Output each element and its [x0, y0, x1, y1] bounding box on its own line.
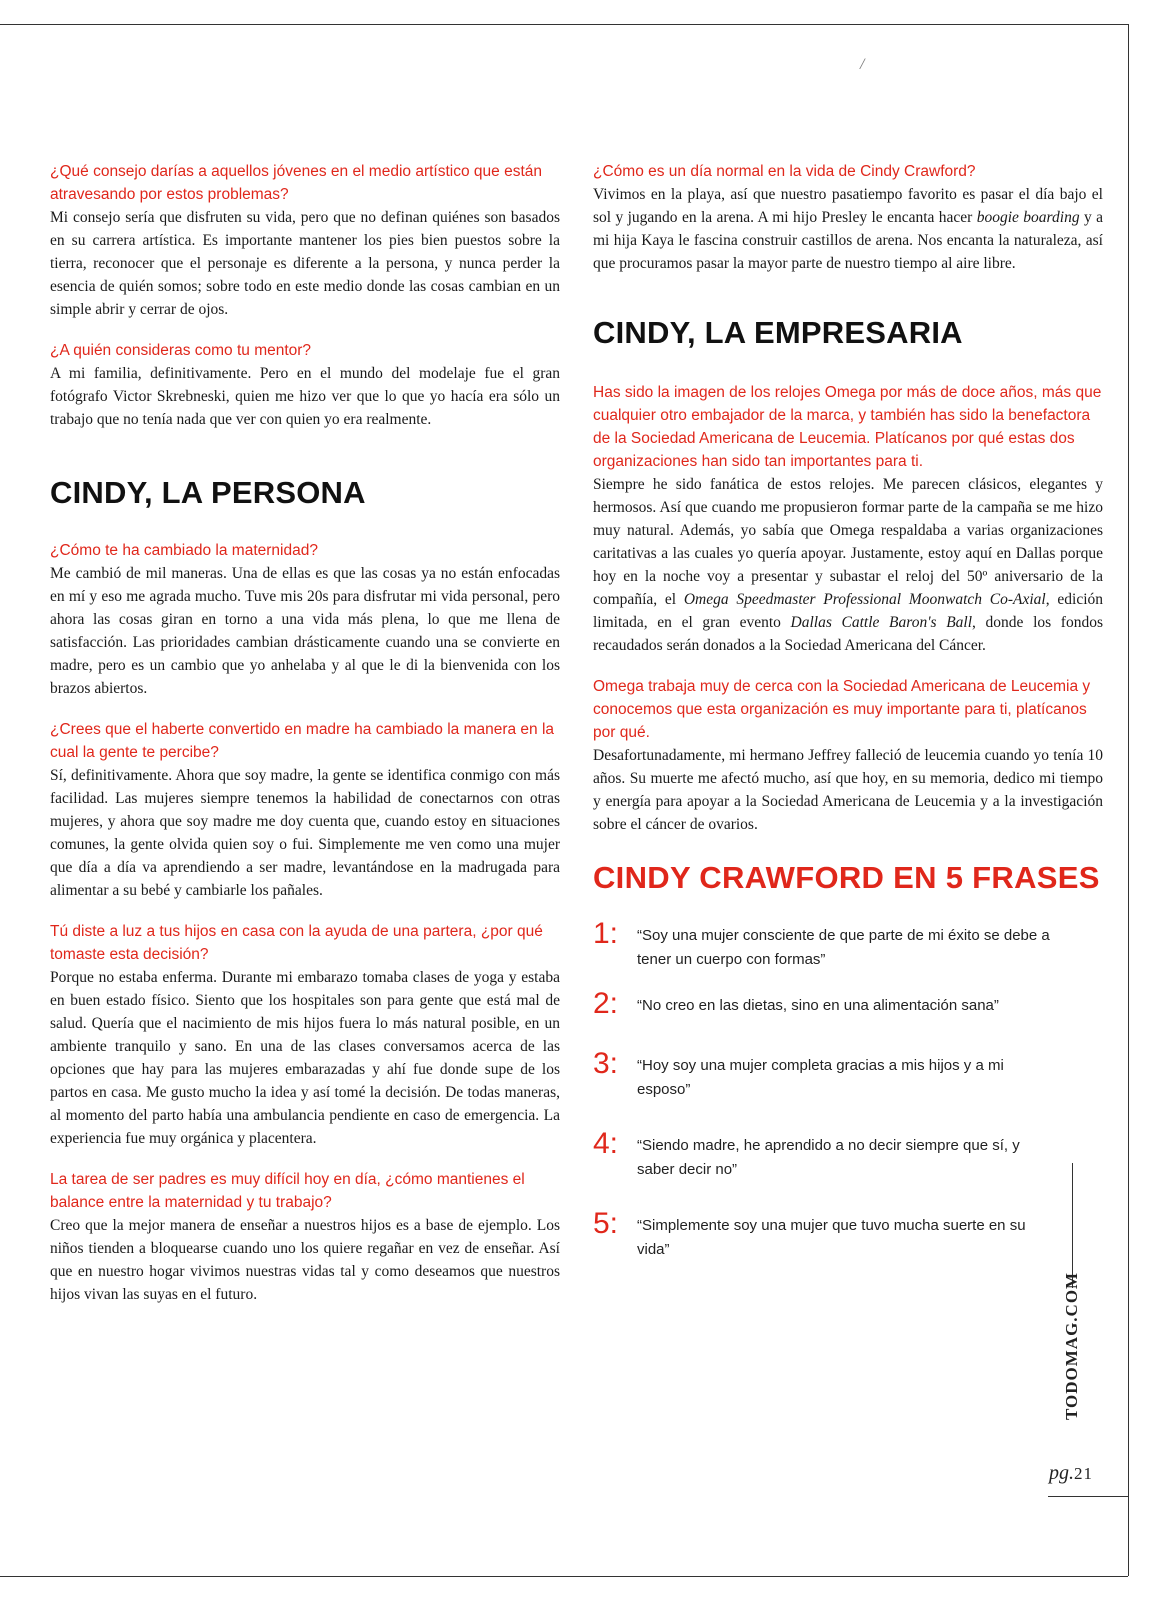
frase-number: 1:: [593, 917, 619, 950]
section-title-persona: CINDY, LA PERSONA: [50, 475, 366, 510]
frase-number: 2:: [593, 987, 619, 1020]
answer-home-birth: Porque no estaba enferma. Durante mi embarazo tomaba clases de yoga y estaba en buen estado físico. Siento que los hospitales son para gente que está mal de salud. Quería que el nacimiento de mis hijos fuera lo más natural posible, en un ambiente tranquilo y sano. En una de las clases conversamos acerca de las opciones que hay para las mujeres embarazadas y ahí fue donde supe de los partos en casa. Me gusto mucho la idea y así tomé la decisión. De todas maneras, al momento del parto había una ambulancia pendiente en caso de emergencia. La experiencia fue muy orgánica y placentera.: [50, 969, 560, 1147]
answer-advice: Mi consejo sería que disfruten su vida, pero que no definan quiénes son basados en su carrera artística. Es importante mantener los pies bien puestos sobre la tierra, reconocer que el personaje es diferente a la persona, y nunca perder la esencia de quién somos; sobre todo en este medio donde las cosas cambian en un simple abrir y cerrar de ojos.: [50, 209, 560, 318]
frase-item: [593, 1048, 1103, 1128]
answer-maternity: Me cambió de mil maneras. Una de ellas es que las cosas ya no están enfocadas en mí y eso me agrada mucho. Tuve mis 20s para disfrutar mi vida personal, pero ahora las cosas giran en torno a una vida más plena, lo que me llena de satisfacción. Las prioridades cambian drásticamente cuando una se convierte en madre, pero es un cambio que yo anhelaba y al que le di la bienvenida con los brazos abiertos.: [50, 565, 560, 697]
side-rule: [1072, 1163, 1073, 1288]
page-number-rule: [1048, 1496, 1128, 1497]
frases-title: CINDY CRAWFORD EN 5 FRASES: [593, 860, 1100, 895]
answer-normal-day: Vivimos en la playa, así que nuestro pasatiempo favorito es pasar el día bajo el sol y jugando en la arena. A mi hijo Presley le encanta hacer boogie boarding y a mi hija Kaya le fascina construir castillos de arena. Nos encanta la naturaleza, así que procuramos pasar la mayor parte de nuestro tiempo al aire libre.: [593, 186, 1103, 272]
question-normal-day: ¿Cómo es un día normal en la vida de Cindy Crawford?: [593, 163, 976, 180]
frase-item: [593, 1208, 1103, 1278]
section-title-empresaria: CINDY, LA EMPRESARIA: [593, 315, 963, 350]
frase-text: “Soy una mujer consciente de que parte de mi éxito se debe a tener un cuerpo con formas”: [637, 927, 1050, 968]
answer-leukemia: Desafortunadamente, mi hermano Jeffrey falleció de leucemia cuando yo tenía 10 años. Su muerte me afectó mucho, así que hoy, en su memoria, dedico mi tiempo y energía para apoyar a la Sociedad Americana de Leucemia y a la investigación sobre el cáncer de ovarios.: [593, 747, 1103, 833]
question-advice: ¿Qué consejo darías a aquellos jóvenes en el medio artístico que están atravesando por estos problemas?: [50, 163, 542, 203]
pen-mark: /: [860, 56, 865, 73]
left-column: [50, 160, 560, 1306]
question-home-birth: Tú diste a luz a tus hijos en casa con la ayuda de una partera, ¿por qué tomaste esta decisión?: [50, 923, 543, 963]
question-perception: ¿Crees que el haberte convertido en madre ha cambiado la manera en la cual la gente te percibe?: [50, 721, 555, 761]
frase-item: [593, 988, 1103, 1048]
frase-number: 3:: [593, 1047, 619, 1080]
question-omega: Has sido la imagen de los relojes Omega por más de doce años, más que cualquier otro embajador de la marca, y también has sido la benefactora de la Sociedad Americana de Leucemia. Platícanos por qué estas dos organizaciones han sido tan importantes para ti.: [593, 384, 1102, 470]
answer-mentor: A mi familia, definitivamente. Pero en el mundo del modelaje fue el gran fotógrafo Victor Skrebneski, quien me hizo ver que lo que yo hacía era sólo un trabajo que no tenía nada que ver con quien yo era realmente.: [50, 365, 560, 428]
frases-list: [593, 918, 1103, 1278]
frame-top-line: [0, 24, 1128, 25]
frase-text: “Simplemente soy una mujer que tuvo mucha suerte en su vida”: [637, 1217, 1026, 1258]
question-mentor: ¿A quién consideras como tu mentor?: [50, 342, 312, 359]
answer-perception: Sí, definitivamente. Ahora que soy madre, la gente se identifica conmigo con más facilidad. Las mujeres siempre tenemos la habilidad de conectarnos con otras mujeres, y ahora que soy madre me doy cuenta que, cuando estoy en situaciones comunes, la gente olvida quien soy o fui. Simplemente me ven como una mujer que día a día va aprendiendo a ser madre, levantándose en la madrugada para alimentar a su bebé y cambiarle los pañales.: [50, 767, 560, 899]
answer-omega: Siempre he sido fanática de estos relojes. Me parecen clásicos, elegantes y hermosos. Así que cuando me propusieron formar parte de la campaña se me hizo muy natural. Además, yo sabía que Omega respaldaba a varias organizaciones caritativas a las cuales yo quería apoyar. Justamente, estoy aquí en Dallas porque hoy en la noche voy a presentar y subastar el reloj del 50º aniversario de la compañía, el Omega Speedmaster Professional Moonwatch Co-Axial, edición limitada, en el gran evento Dallas Cattle Baron's Ball, donde los fondos recaudados serán donados a la Sociedad Americana del Cáncer.: [593, 476, 1104, 654]
frame-bottom-line: [0, 1576, 1128, 1577]
question-leukemia: Omega trabaja muy de cerca con la Sociedad Americana de Leucemia y conocemos que esta organización es muy importante para ti, platícanos por qué.: [593, 678, 1091, 741]
page-number: pg.21: [1049, 1462, 1093, 1484]
frase-item: [593, 1128, 1103, 1208]
side-brand-url: TODOMAG.COM: [1062, 1271, 1081, 1420]
frase-text: “No creo en las dietas, sino en una alimentación sana”: [637, 997, 999, 1014]
question-maternity: ¿Cómo te ha cambiado la maternidad?: [50, 542, 318, 559]
right-column: [593, 160, 1103, 1278]
question-balance: La tarea de ser padres es muy difícil hoy en día, ¿cómo mantienes el balance entre la maternidad y tu trabajo?: [50, 1171, 525, 1211]
frase-text: “Siendo madre, he aprendido a no decir siempre que sí, y saber decir no”: [637, 1137, 1020, 1178]
frase-text: “Hoy soy una mujer completa gracias a mis hijos y a mi esposo”: [637, 1057, 1004, 1098]
frase-number: 4:: [593, 1127, 619, 1160]
frase-item: [593, 918, 1103, 988]
answer-balance: Creo que la mejor manera de enseñar a nuestros hijos es a base de ejemplo. Los niños tienden a bloquearse cuando uno los quiere regañar en vez de enseñar. Así que en nuestro hogar vivimos nuestras vidas tal y como deseamos que nuestros hijos vivan las suyas en el futuro.: [50, 1217, 560, 1303]
frase-number: 5:: [593, 1207, 619, 1240]
frame-right-line: [1128, 24, 1129, 1576]
